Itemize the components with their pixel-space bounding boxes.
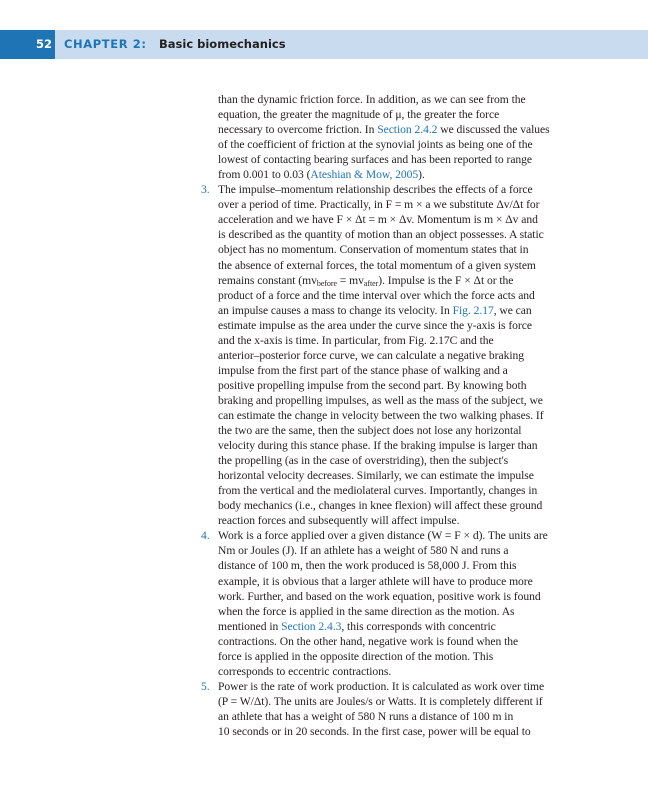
text-line: an athlete that has a weight of 580 N runs a distance of 100 m in	[218, 709, 514, 723]
text-line: braking and propelling impulses, as well as the mass of the subject, we	[218, 393, 543, 407]
chapter-label: CHAPTER 2:	[64, 37, 147, 51]
text-line: of the coefficient of friction at the synovial joints as being one of the	[218, 138, 533, 152]
text-line: body mechanics (i.e., changes in knee flexion) will affect these ground	[218, 499, 543, 513]
fig-2-17-link[interactable]: Fig. 2.17	[452, 303, 494, 317]
text-line: lowest of contacting bearing surfaces and has been reported to range	[218, 153, 533, 167]
citation-ateshian-mow-link[interactable]: Ateshian & Mow, 2005	[310, 168, 419, 182]
section-2-4-3-link[interactable]: Section 2.4.3	[281, 619, 342, 633]
text-line: the absence of external forces, the total momentum of a given system	[218, 258, 536, 272]
text-line: the two are the same, then the subject does not lose any horizontal	[218, 424, 522, 438]
text-line: from 0.001 to 0.03 (Ateshian & Mow, 2005).	[218, 168, 425, 182]
text-line: acceleration and we have F × Δt = m × Δv. Momentum is m × Δv and	[218, 213, 538, 227]
text-line: mentioned in Section 2.4.3, this corresponds with concentric	[218, 619, 496, 633]
text-line: over a period of time. Practically, in F = m × a we substitute Δv/Δt for	[218, 198, 540, 212]
text-line: Work is a force applied over a given distance (W = F × d). The units are	[218, 529, 548, 543]
list-number: 5.	[201, 679, 210, 693]
text-line: than the dynamic friction force. In addition, as we can see from the	[218, 93, 526, 106]
body-text	[201, 92, 598, 739]
list-item-5	[201, 679, 598, 739]
text-line: equation, the greater the magnitude of μ, the greater the force	[218, 108, 500, 122]
text-line: impulse from the first part of the stance phase of walking and a	[218, 363, 508, 377]
chapter-title: Basic biomechanics	[159, 37, 286, 51]
text-line: 10 seconds or in 20 seconds. In the first case, power will be equal to	[218, 724, 531, 738]
text-line: corresponds to eccentric contractions.	[218, 664, 392, 678]
text-line: horizontal velocity decreases. Similarly, we can estimate the impulse	[218, 469, 534, 483]
text-line: contractions. On the other hand, negative work is found when the	[218, 634, 519, 648]
text-line: Power is the rate of work production. It is calculated as work over time	[218, 679, 545, 693]
page-number: 52	[35, 37, 52, 51]
text-line: the propelling (as in the case of overstriding), then the subject's	[218, 454, 509, 468]
text-line: (P = W/Δt). The units are Joules/s or Watts. It is completely different if	[218, 694, 543, 708]
text-line: anterior–posterior force curve, we can calculate a negative braking	[218, 348, 524, 362]
text-line: work. Further, and based on the work equation, positive work is found	[218, 589, 541, 603]
text-line: estimate impulse as the area under the curve since the y-axis is force	[218, 318, 532, 332]
list-number: 4.	[201, 529, 210, 543]
text-line: velocity during this stance phase. If the braking impulse is larger than	[218, 439, 538, 453]
section-2-4-2-link[interactable]: Section 2.4.2	[377, 123, 438, 137]
text-line: distance of 100 m, then the work produced is 58,000 J. From this	[218, 559, 517, 573]
text-line: Nm or Joules (J). If an athlete has a weight of 580 N and runs a	[218, 544, 509, 558]
text-line: object has no momentum. Conservation of momentum states that in	[218, 243, 529, 257]
text-line: from the vertical and the mediolateral curves. Importantly, changes in	[218, 484, 538, 498]
list-item-4	[201, 528, 598, 678]
text-line: when the force is applied in the same direction as the motion. As	[218, 604, 515, 618]
text-line: is described as the quantity of motion than an object possesses. A static	[218, 228, 544, 242]
text-line: force is applied in the opposite direction of the motion. This	[218, 649, 494, 663]
text-line: and the x-axis is time. In particular, from Fig. 2.17C and the	[218, 333, 494, 347]
text-line: necessary to overcome friction. In Section 2.4.2 we discussed the values	[218, 123, 550, 137]
list-item-3	[201, 182, 598, 528]
list-number: 3.	[201, 183, 210, 197]
text-line: reaction forces and subsequently will affect impulse.	[218, 514, 460, 528]
text-line: can estimate the change in velocity between the two walking phases. If	[218, 408, 544, 422]
text-line: an impulse causes a mass to change its velocity. In Fig. 2.17, we can	[218, 303, 532, 317]
text-line: positive propelling impulse from the second part. By knowing both	[218, 378, 527, 392]
text-line: product of a force and the time interval over which the force acts and	[218, 288, 535, 302]
text-line: remains constant $(mv_{before} = mv_{after})$. Impulse is the F × Δt or the	[218, 273, 514, 288]
text-line: example, it is obvious that a larger athlete will have to produce more	[218, 574, 533, 588]
continuation-paragraph	[218, 92, 598, 182]
text-line: The impulse–momentum relationship describes the effects of a force	[218, 183, 533, 197]
